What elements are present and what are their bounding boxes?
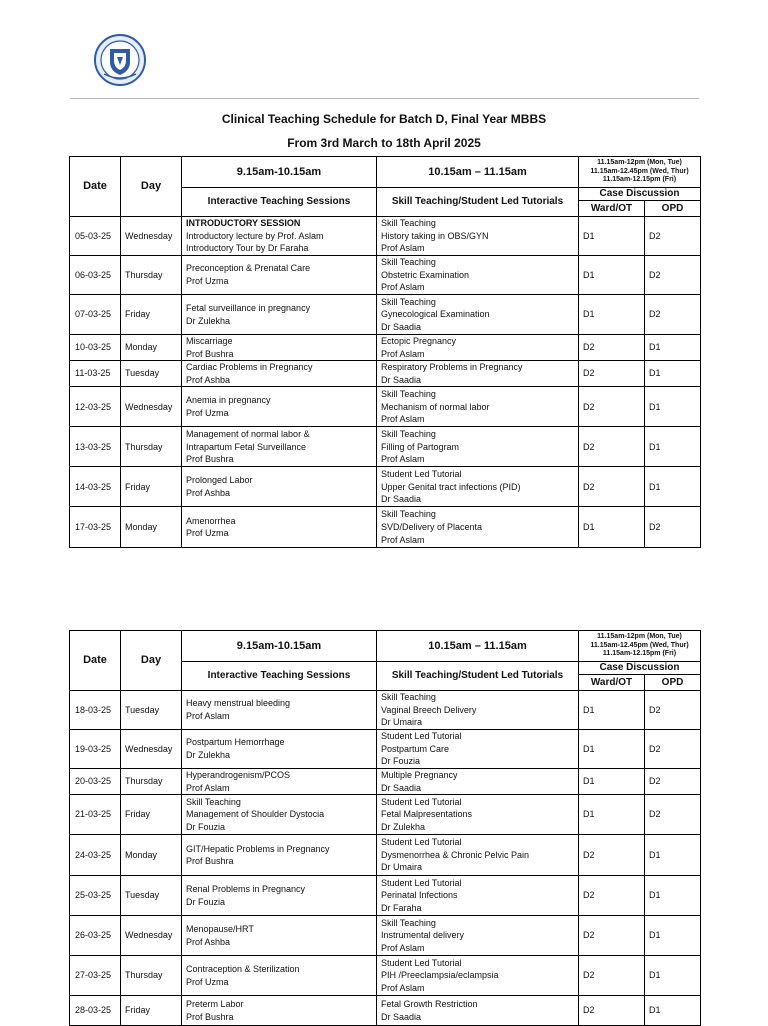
ward-cell: D1 [579, 295, 645, 335]
case-discussion-header: Case Discussion [579, 188, 701, 201]
college-crest-icon [94, 34, 146, 86]
session-cell [182, 876, 377, 916]
slot2-title-header: Skill Teaching/Student Led Tutorials [377, 662, 579, 691]
day-cell: Monday [121, 507, 182, 548]
table-row [70, 467, 701, 507]
session-line: Intrapartum Fetal Surveillance [186, 441, 307, 452]
skill-cell [377, 996, 579, 1026]
skill-line: Skill Teaching [381, 917, 436, 928]
skill-line: Fetal Growth Restriction [381, 999, 478, 1010]
skill-cell [377, 427, 579, 467]
session-cell [182, 507, 377, 548]
session-line: Preconception & Prenatal Care [186, 263, 311, 274]
skill-line: Prof Aslam [381, 414, 425, 425]
skill-line: SVD/Delivery of Placenta [381, 522, 483, 533]
skill-line: Dr Saadia [381, 321, 422, 332]
skill-line: Mechanism of normal labor [381, 401, 490, 412]
session-cell [182, 769, 377, 795]
session-cell [182, 916, 377, 956]
session-line: Prof Ashba [186, 936, 231, 947]
slot2-title-header: Skill Teaching/Student Led Tutorials [377, 188, 579, 217]
day-cell: Tuesday [121, 361, 182, 387]
slot1-title-header: Interactive Teaching Sessions [182, 662, 377, 691]
date-cell: 10-03-25 [70, 335, 121, 361]
case-time-line: 11.15am-12pm (Mon, Tue) [597, 633, 682, 641]
session-cell [182, 467, 377, 507]
ward-cell: D1 [579, 730, 645, 769]
session-line: Prof Ashba [186, 374, 231, 385]
session-line: Menopause/HRT [186, 924, 254, 935]
table-row [70, 769, 701, 795]
skill-line: Dr Zulekha [381, 821, 426, 832]
session-line: Prof Aslam [186, 782, 230, 793]
ward-cell: D2 [579, 467, 645, 507]
date-cell: 24-03-25 [70, 835, 121, 876]
day-header: Day [121, 157, 182, 217]
skill-cell [377, 795, 579, 835]
table-row [70, 256, 701, 295]
slot1-title-header: Interactive Teaching Sessions [182, 188, 377, 217]
date-cell: 27-03-25 [70, 956, 121, 996]
session-line: Prof Uzma [186, 407, 229, 418]
session-line: Prof Aslam [186, 711, 230, 721]
case-time-line: 11.15am-12.15pm (Fri) [602, 176, 677, 184]
session-line: GIT/Hepatic Problems in Pregnancy [186, 843, 330, 854]
ward-header: Ward/OT [579, 675, 645, 691]
day-cell: Tuesday [121, 876, 182, 916]
skill-line: Filling of Partogram [381, 441, 460, 452]
skill-cell [377, 387, 579, 427]
schedule-title: Clinical Teaching Schedule for Batch D, Final Year MBBS [221, 112, 547, 126]
session-cell [182, 835, 377, 876]
ward-header: Ward/OT [579, 201, 645, 217]
session-line: Prof Ashba [186, 487, 231, 498]
session-line: INTRODUCTORY SESSION [186, 218, 301, 229]
session-line: Prof Uzma [186, 528, 229, 539]
skill-cell [377, 769, 579, 795]
opd-cell: D1 [645, 996, 701, 1026]
opd-cell: D1 [645, 467, 701, 507]
skill-line: Dr Faraha [381, 902, 422, 913]
opd-cell: D2 [645, 507, 701, 548]
ward-cell: D1 [579, 795, 645, 835]
table-row [70, 295, 701, 335]
case-discussion-header: Case Discussion [579, 662, 701, 675]
day-cell: Monday [121, 835, 182, 876]
date-cell: 25-03-25 [70, 876, 121, 916]
session-line: Prof Uzma [186, 976, 229, 987]
table-row [70, 691, 701, 730]
case-times-header [579, 157, 701, 188]
opd-cell: D1 [645, 835, 701, 876]
day-cell: Thursday [121, 956, 182, 996]
skill-line: Dysmenorrhea & Chronic Pelvic Pain [381, 849, 530, 860]
skill-cell [377, 916, 579, 956]
skill-line: Upper Genital tract infections (PID) [381, 481, 521, 492]
day-header: Day [121, 631, 182, 691]
ward-cell: D2 [579, 427, 645, 467]
case-time-line: 11.15am-12.15pm (Fri) [602, 650, 677, 658]
opd-header: OPD [645, 201, 701, 217]
session-line: Dr Fouzia [186, 821, 226, 832]
day-cell: Friday [121, 996, 182, 1026]
skill-line: Gynecological Examination [381, 309, 490, 320]
day-cell: Wednesday [121, 387, 182, 427]
opd-cell: D1 [645, 427, 701, 467]
day-cell: Wednesday [121, 730, 182, 769]
session-cell [182, 361, 377, 387]
skill-line: Postpartum Care [381, 743, 450, 754]
date-cell: 19-03-25 [70, 730, 121, 769]
skill-line: Prof Aslam [381, 454, 425, 465]
session-cell [182, 956, 377, 996]
session-line: Introductory Tour by Dr Faraha [186, 243, 309, 254]
skill-cell [377, 730, 579, 769]
day-cell: Friday [121, 795, 182, 835]
slot2-time-header: 10.15am – 11.15am [377, 631, 579, 662]
session-line: Skill Teaching [186, 796, 241, 807]
skill-line: Dr Umaira [381, 862, 423, 873]
session-line: Heavy menstrual bleeding [186, 698, 291, 709]
day-cell: Friday [121, 467, 182, 507]
skill-line: Prof Aslam [381, 282, 425, 293]
session-cell [182, 256, 377, 295]
skill-line: Prof Aslam [381, 534, 425, 545]
opd-header: OPD [645, 675, 701, 691]
date-header: Date [70, 157, 121, 217]
schedule-table-2 [69, 630, 701, 1026]
skill-cell [377, 876, 579, 916]
table-row [70, 876, 701, 916]
ward-cell: D1 [579, 256, 645, 295]
slot1-time-header: 9.15am-10.15am [182, 157, 377, 188]
opd-cell: D1 [645, 335, 701, 361]
skill-line: Dr Saadia [381, 782, 422, 793]
opd-cell: D1 [645, 876, 701, 916]
ward-cell: D2 [579, 916, 645, 956]
session-line: Postpartum Hemorrhage [186, 737, 285, 748]
skill-line: Skill Teaching [381, 692, 436, 703]
date-cell: 28-03-25 [70, 996, 121, 1026]
skill-cell [377, 361, 579, 387]
table-row [70, 956, 701, 996]
session-line: Contraception & Sterilization [186, 964, 300, 975]
skill-line: Prof Aslam [381, 243, 425, 254]
day-cell: Wednesday [121, 217, 182, 256]
date-cell: 17-03-25 [70, 507, 121, 548]
session-line: Prolonged Labor [186, 475, 253, 486]
skill-line: Vaginal Breech Delivery [381, 704, 477, 715]
session-line: Fetal surveillance in pregnancy [186, 302, 311, 313]
skill-line: Obstetric Examination [381, 269, 470, 280]
skill-line: Skill Teaching [381, 218, 436, 229]
skill-line: Prof Aslam [381, 942, 425, 953]
session-line: Introductory lecture by Prof. Aslam [186, 230, 324, 241]
table-row [70, 795, 701, 835]
skill-cell [377, 256, 579, 295]
opd-cell: D2 [645, 769, 701, 795]
skill-line: Dr Saadia [381, 494, 422, 505]
session-line: Management of Shoulder Dystocia [186, 809, 325, 820]
date-cell: 11-03-25 [70, 361, 121, 387]
session-line: Dr Zulekha [186, 750, 231, 760]
table-row [70, 996, 701, 1026]
skill-line: Respiratory Problems in Pregnancy [381, 362, 523, 373]
date-cell: 06-03-25 [70, 256, 121, 295]
session-line: Prof Bushra [186, 348, 234, 359]
day-cell: Thursday [121, 256, 182, 295]
ward-cell: D1 [579, 507, 645, 548]
session-line: Dr Fouzia [186, 896, 226, 907]
skill-line: Multiple Pregnancy [381, 770, 458, 780]
skill-line: Student Led Tutorial [381, 837, 462, 848]
table-row [70, 361, 701, 387]
session-line: Cardiac Problems in Pregnancy [186, 362, 313, 373]
skill-line: Ectopic Pregnancy [381, 336, 457, 346]
skill-line: Skill Teaching [381, 296, 436, 307]
skill-cell [377, 335, 579, 361]
ward-cell: D2 [579, 835, 645, 876]
skill-line: Student Led Tutorial [381, 731, 462, 742]
skill-line: Dr Saadia [381, 1011, 422, 1022]
opd-cell: D1 [645, 361, 701, 387]
opd-cell: D2 [645, 795, 701, 835]
session-line: Anemia in pregnancy [186, 395, 271, 406]
session-cell [182, 217, 377, 256]
skill-line: History taking in OBS/GYN [381, 230, 489, 241]
case-times-header [579, 631, 701, 662]
session-cell [182, 795, 377, 835]
skill-cell [377, 507, 579, 548]
session-line: Amenorrhea [186, 515, 236, 526]
session-cell [182, 387, 377, 427]
day-cell: Monday [121, 335, 182, 361]
schedule-body-2 [70, 691, 701, 1026]
date-header: Date [70, 631, 121, 691]
date-cell: 26-03-25 [70, 916, 121, 956]
skill-line: Fetal Malpresentations [381, 809, 473, 820]
skill-line: Skill Teaching [381, 257, 436, 268]
session-line: Prof Bushra [186, 1011, 234, 1022]
session-line: Miscarriage [186, 336, 233, 346]
date-cell: 13-03-25 [70, 427, 121, 467]
slot2-time-header: 10.15am – 11.15am [377, 157, 579, 188]
table-row [70, 730, 701, 769]
session-line: Dr Zulekha [186, 315, 231, 326]
opd-cell: D1 [645, 916, 701, 956]
ward-cell: D2 [579, 361, 645, 387]
date-cell: 14-03-25 [70, 467, 121, 507]
skill-cell [377, 691, 579, 730]
session-line: Prof Bushra [186, 454, 234, 465]
opd-cell: D2 [645, 691, 701, 730]
skill-line: Student Led Tutorial [381, 957, 462, 968]
opd-cell: D1 [645, 387, 701, 427]
session-cell [182, 730, 377, 769]
session-cell [182, 335, 377, 361]
session-line: Hyperandrogenism/PCOS [186, 770, 291, 780]
schedule-body-1 [70, 217, 701, 548]
skill-line: Student Led Tutorial [381, 468, 462, 479]
opd-cell: D2 [645, 730, 701, 769]
table-row [70, 427, 701, 467]
skill-line: Dr Saadia [381, 374, 422, 385]
skill-line: Student Led Tutorial [381, 877, 462, 888]
ward-cell: D2 [579, 956, 645, 996]
skill-line: PIH /Preeclampsia/eclampsia [381, 970, 499, 981]
table-row [70, 335, 701, 361]
skill-cell [377, 835, 579, 876]
session-line: Prof Bushra [186, 856, 234, 867]
day-cell: Thursday [121, 427, 182, 467]
skill-line: Prof Aslam [381, 348, 425, 359]
date-cell: 20-03-25 [70, 769, 121, 795]
opd-cell: D2 [645, 295, 701, 335]
skill-line: Skill Teaching [381, 388, 436, 399]
skill-cell [377, 956, 579, 996]
opd-cell: D1 [645, 956, 701, 996]
opd-cell: D2 [645, 217, 701, 256]
skill-line: Skill Teaching [381, 428, 436, 439]
date-cell: 05-03-25 [70, 217, 121, 256]
skill-line: Student Led Tutorial [381, 796, 462, 807]
header-divider [70, 98, 699, 99]
ward-cell: D1 [579, 217, 645, 256]
ward-cell: D2 [579, 335, 645, 361]
session-line: Prof Uzma [186, 276, 229, 286]
slot1-time-header: 9.15am-10.15am [182, 631, 377, 662]
ward-cell: D2 [579, 996, 645, 1026]
date-cell: 07-03-25 [70, 295, 121, 335]
case-time-line: 11.15am-12pm (Mon, Tue) [597, 159, 682, 167]
case-time-line: 11.15am-12.45pm (Wed, Thur) [590, 167, 689, 175]
skill-cell [377, 467, 579, 507]
skill-line: Skill Teaching [381, 509, 436, 520]
session-cell [182, 691, 377, 730]
date-cell: 21-03-25 [70, 795, 121, 835]
ward-cell: D2 [579, 387, 645, 427]
table-row [70, 916, 701, 956]
day-cell: Wednesday [121, 916, 182, 956]
session-line: Renal Problems in Pregnancy [186, 884, 306, 895]
table-row [70, 507, 701, 548]
skill-line: Prof Aslam [381, 982, 425, 993]
skill-cell [377, 295, 579, 335]
day-cell: Thursday [121, 769, 182, 795]
date-cell: 12-03-25 [70, 387, 121, 427]
table-row [70, 835, 701, 876]
date-cell: 18-03-25 [70, 691, 121, 730]
table-row [70, 217, 701, 256]
skill-line: Dr Fouzia [381, 756, 421, 767]
case-time-line: 11.15am-12.45pm (Wed, Thur) [590, 641, 689, 649]
skill-line: Dr Umaira [381, 717, 423, 728]
skill-line: Instrumental delivery [381, 930, 465, 941]
session-cell [182, 295, 377, 335]
table-row [70, 387, 701, 427]
session-cell [182, 996, 377, 1026]
opd-cell: D2 [645, 256, 701, 295]
session-line: Preterm Labor [186, 999, 244, 1010]
day-cell: Friday [121, 295, 182, 335]
session-line: Management of normal labor & [186, 428, 310, 439]
ward-cell: D2 [579, 876, 645, 916]
day-cell: Tuesday [121, 691, 182, 730]
ward-cell: D1 [579, 691, 645, 730]
session-cell [182, 427, 377, 467]
schedule-date-range: From 3rd March to 18th April 2025 [287, 136, 481, 150]
skill-cell [377, 217, 579, 256]
schedule-table-1 [69, 156, 701, 548]
skill-line: Perinatal Infections [381, 890, 458, 901]
ward-cell: D1 [579, 769, 645, 795]
